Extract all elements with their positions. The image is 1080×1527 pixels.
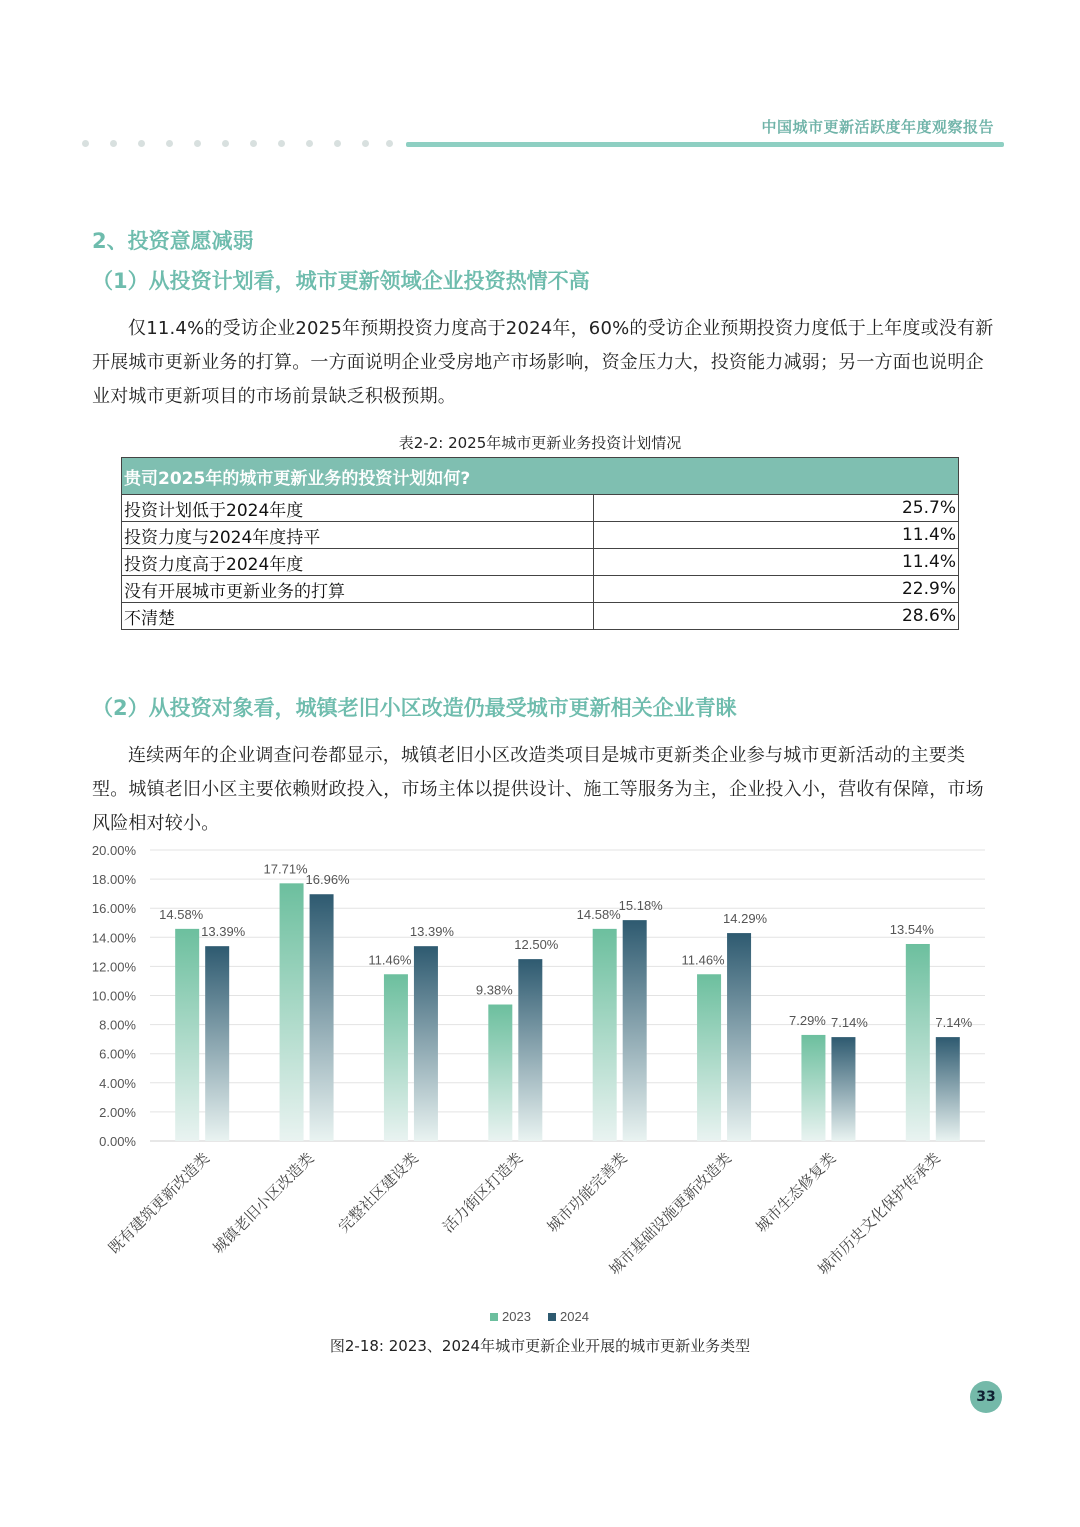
legend-label: 2024 — [560, 1309, 589, 1324]
bar-2023 — [384, 974, 408, 1141]
page-number: 33 — [970, 1381, 1002, 1413]
y-tick-label: 4.00% — [99, 1075, 136, 1091]
bar-2024 — [205, 946, 229, 1141]
data-label: 13.39% — [201, 924, 246, 940]
bar-2023 — [175, 929, 199, 1141]
legend-swatch-2024 — [548, 1313, 556, 1321]
x-category-label: 城市历史文化保护传承类 — [814, 1149, 944, 1279]
data-label: 11.46% — [368, 952, 412, 968]
data-label: 16.96% — [305, 872, 350, 888]
x-category-label: 城市基础设施更新改造类 — [605, 1149, 735, 1279]
subsection-title-1: （1）从投资计划看，城市更新领域企业投资热情不高 — [92, 269, 590, 293]
table-row — [122, 549, 959, 576]
figure-caption: 图2-18: 2023、2024年城市更新企业开展的城市更新业务类型 — [329, 1337, 751, 1355]
row-label: 投资计划低于2024年度 — [122, 495, 594, 522]
table-caption: 表2-2: 2025年城市更新业务投资计划情况 — [398, 434, 682, 452]
bar-2024 — [831, 1037, 855, 1141]
table-row — [122, 576, 959, 603]
bar-2024 — [727, 933, 751, 1141]
bar-2024 — [623, 920, 647, 1141]
x-category-label: 城市生态修复类 — [752, 1149, 840, 1237]
row-label: 没有开展城市更新业务的打算 — [122, 576, 594, 603]
row-value: 25.7% — [594, 495, 959, 522]
x-category-label: 城镇老旧小区改造类 — [209, 1149, 318, 1258]
bar-2024 — [414, 946, 438, 1141]
data-label: 13.54% — [889, 921, 934, 937]
y-tick-label: 10.00% — [91, 988, 136, 1004]
data-label: 9.38% — [475, 982, 513, 998]
row-label: 投资力度与2024年度持平 — [122, 522, 594, 549]
x-category-label: 完整社区建设类 — [334, 1149, 422, 1237]
data-label: 11.46% — [681, 952, 725, 968]
bar-2023 — [488, 1005, 512, 1141]
table-row — [122, 522, 959, 549]
legend-swatch-2023 — [490, 1313, 498, 1321]
row-label: 不清楚 — [122, 603, 594, 630]
y-tick-label: 18.00% — [91, 872, 136, 888]
y-tick-label: 2.00% — [99, 1104, 136, 1120]
bar-2023 — [697, 974, 721, 1141]
bar-2024 — [518, 959, 542, 1141]
row-value: 22.9% — [594, 576, 959, 603]
data-label: 17.71% — [263, 861, 308, 877]
row-value: 28.6% — [594, 603, 959, 630]
y-tick-label: 20.00% — [91, 843, 136, 858]
x-category-label: 活力街区打造类 — [439, 1149, 527, 1237]
bar-2023 — [906, 944, 930, 1141]
table-row — [122, 495, 959, 522]
data-label: 7.14% — [935, 1015, 973, 1031]
bar-2023 — [801, 1035, 825, 1141]
y-tick-label: 14.00% — [91, 930, 136, 946]
paragraph-1: 仅11.4%的受访企业2025年预期投资力度高于2024年，60%的受访企业预期投资力度低于上年度或没有新开展城市更新业务的打算。一方面说明企业受房地产市场影响，资金压力大，投资能力减弱；另一方面也说明企业对城市更新项目的市场前景缺乏积极预期。 — [92, 318, 994, 407]
y-tick-label: 8.00% — [99, 1017, 136, 1033]
row-value: 11.4% — [594, 522, 959, 549]
bar-2023 — [280, 883, 304, 1141]
data-label: 14.58% — [576, 906, 621, 922]
x-category-label: 城市功能完善类 — [543, 1149, 631, 1237]
table-row — [122, 603, 959, 630]
legend-label: 2023 — [502, 1309, 531, 1324]
header-rule — [406, 142, 1004, 147]
data-label: 15.18% — [618, 898, 663, 914]
bar-2023 — [593, 929, 617, 1141]
data-label: 13.39% — [409, 924, 454, 940]
data-label: 7.14% — [831, 1015, 868, 1031]
paragraph-2: 连续两年的企业调查问卷都显示，城镇老旧小区改造类项目是城市更新类企业参与城市更新活动的主要类型。城镇老旧小区主要依赖财政投入，市场主体以提供设计、施工等服务为主，企业投入小，营收有保障，市场风险相对较小。 — [92, 745, 984, 834]
y-tick-label: 6.00% — [99, 1046, 136, 1062]
data-label: 7.29% — [789, 1012, 826, 1028]
row-value: 11.4% — [594, 549, 959, 576]
subsection-title-2: （2）从投资对象看，城镇老旧小区改造仍最受城市更新相关企业青睐 — [92, 696, 737, 720]
investment-plan-table — [121, 457, 959, 630]
business-type-bar-chart — [70, 838, 1000, 1338]
data-label: 14.58% — [159, 906, 204, 922]
row-label: 投资力度高于2024年度 — [122, 549, 594, 576]
y-tick-label: 16.00% — [91, 901, 136, 917]
data-label: 12.50% — [514, 937, 559, 953]
y-tick-label: 0.00% — [99, 1134, 136, 1149]
bar-2024 — [936, 1037, 960, 1141]
section-title: 2、投资意愿减弱 — [92, 229, 254, 253]
y-tick-label: 12.00% — [91, 959, 136, 975]
bar-2024 — [310, 894, 334, 1141]
table-header: 贵司2025年的城市更新业务的投资计划如何? — [122, 458, 959, 495]
report-title: 中国城市更新活跃度年度观察报告 — [761, 118, 994, 136]
x-category-label: 既有建筑更新改造类 — [104, 1149, 214, 1258]
data-label: 14.29% — [723, 911, 768, 927]
